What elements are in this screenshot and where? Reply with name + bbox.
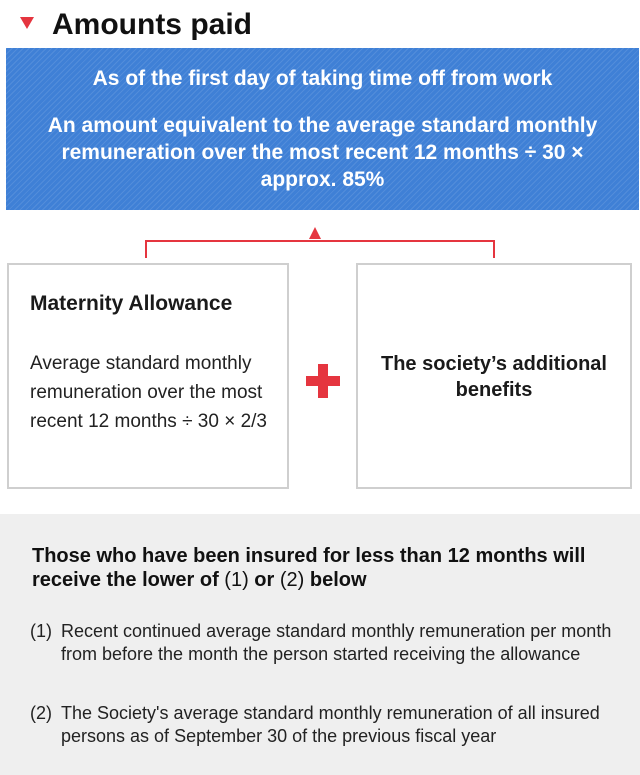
maternity-allowance-formula: Average standard monthly remuneration over the most recent 12 months ÷ 30 × 2/3 xyxy=(30,353,267,432)
banner-formula: An amount equivalent to the average standard monthly remuneration over the most recent 12 months ÷ 30 × approx. 85% xyxy=(47,114,598,191)
notice-ref-1: (1) xyxy=(224,569,249,591)
triangle-down-icon xyxy=(20,17,34,29)
notice-title-or: or xyxy=(248,569,280,591)
notice-panel xyxy=(0,514,640,775)
notice-ref-2: (2) xyxy=(279,569,305,591)
banner-timing: As of the first day of taking time off from work xyxy=(92,67,553,90)
list-item-number: (1) xyxy=(30,621,52,641)
maternity-allowance-title: Maternity Allowance xyxy=(30,292,233,315)
notice-title xyxy=(32,544,622,592)
list-item-number: (2) xyxy=(30,703,52,723)
society-benefits-box xyxy=(356,263,632,489)
plus-icon xyxy=(306,364,340,398)
society-benefits-label: The society’s additional benefits xyxy=(381,353,607,401)
summary-banner xyxy=(6,48,639,210)
arrow-up-icon xyxy=(309,227,321,239)
maternity-allowance-box xyxy=(7,263,289,489)
list-item-text: The Society's average standard monthly remuneration of all insured persons as of September 30 of the previous fiscal year xyxy=(61,703,600,746)
notice-title-text: Those who have been insured for less than 12 months will receive the lower of xyxy=(32,545,586,591)
section-title: Amounts paid xyxy=(52,8,252,41)
bracket-line xyxy=(146,241,494,258)
notice-title-end: below xyxy=(304,569,367,591)
bracket-connector xyxy=(0,222,640,262)
section-header xyxy=(0,0,640,48)
list-item-text: Recent continued average standard monthly remuneration per month from before the month the person started receiving the allowance xyxy=(61,621,612,664)
